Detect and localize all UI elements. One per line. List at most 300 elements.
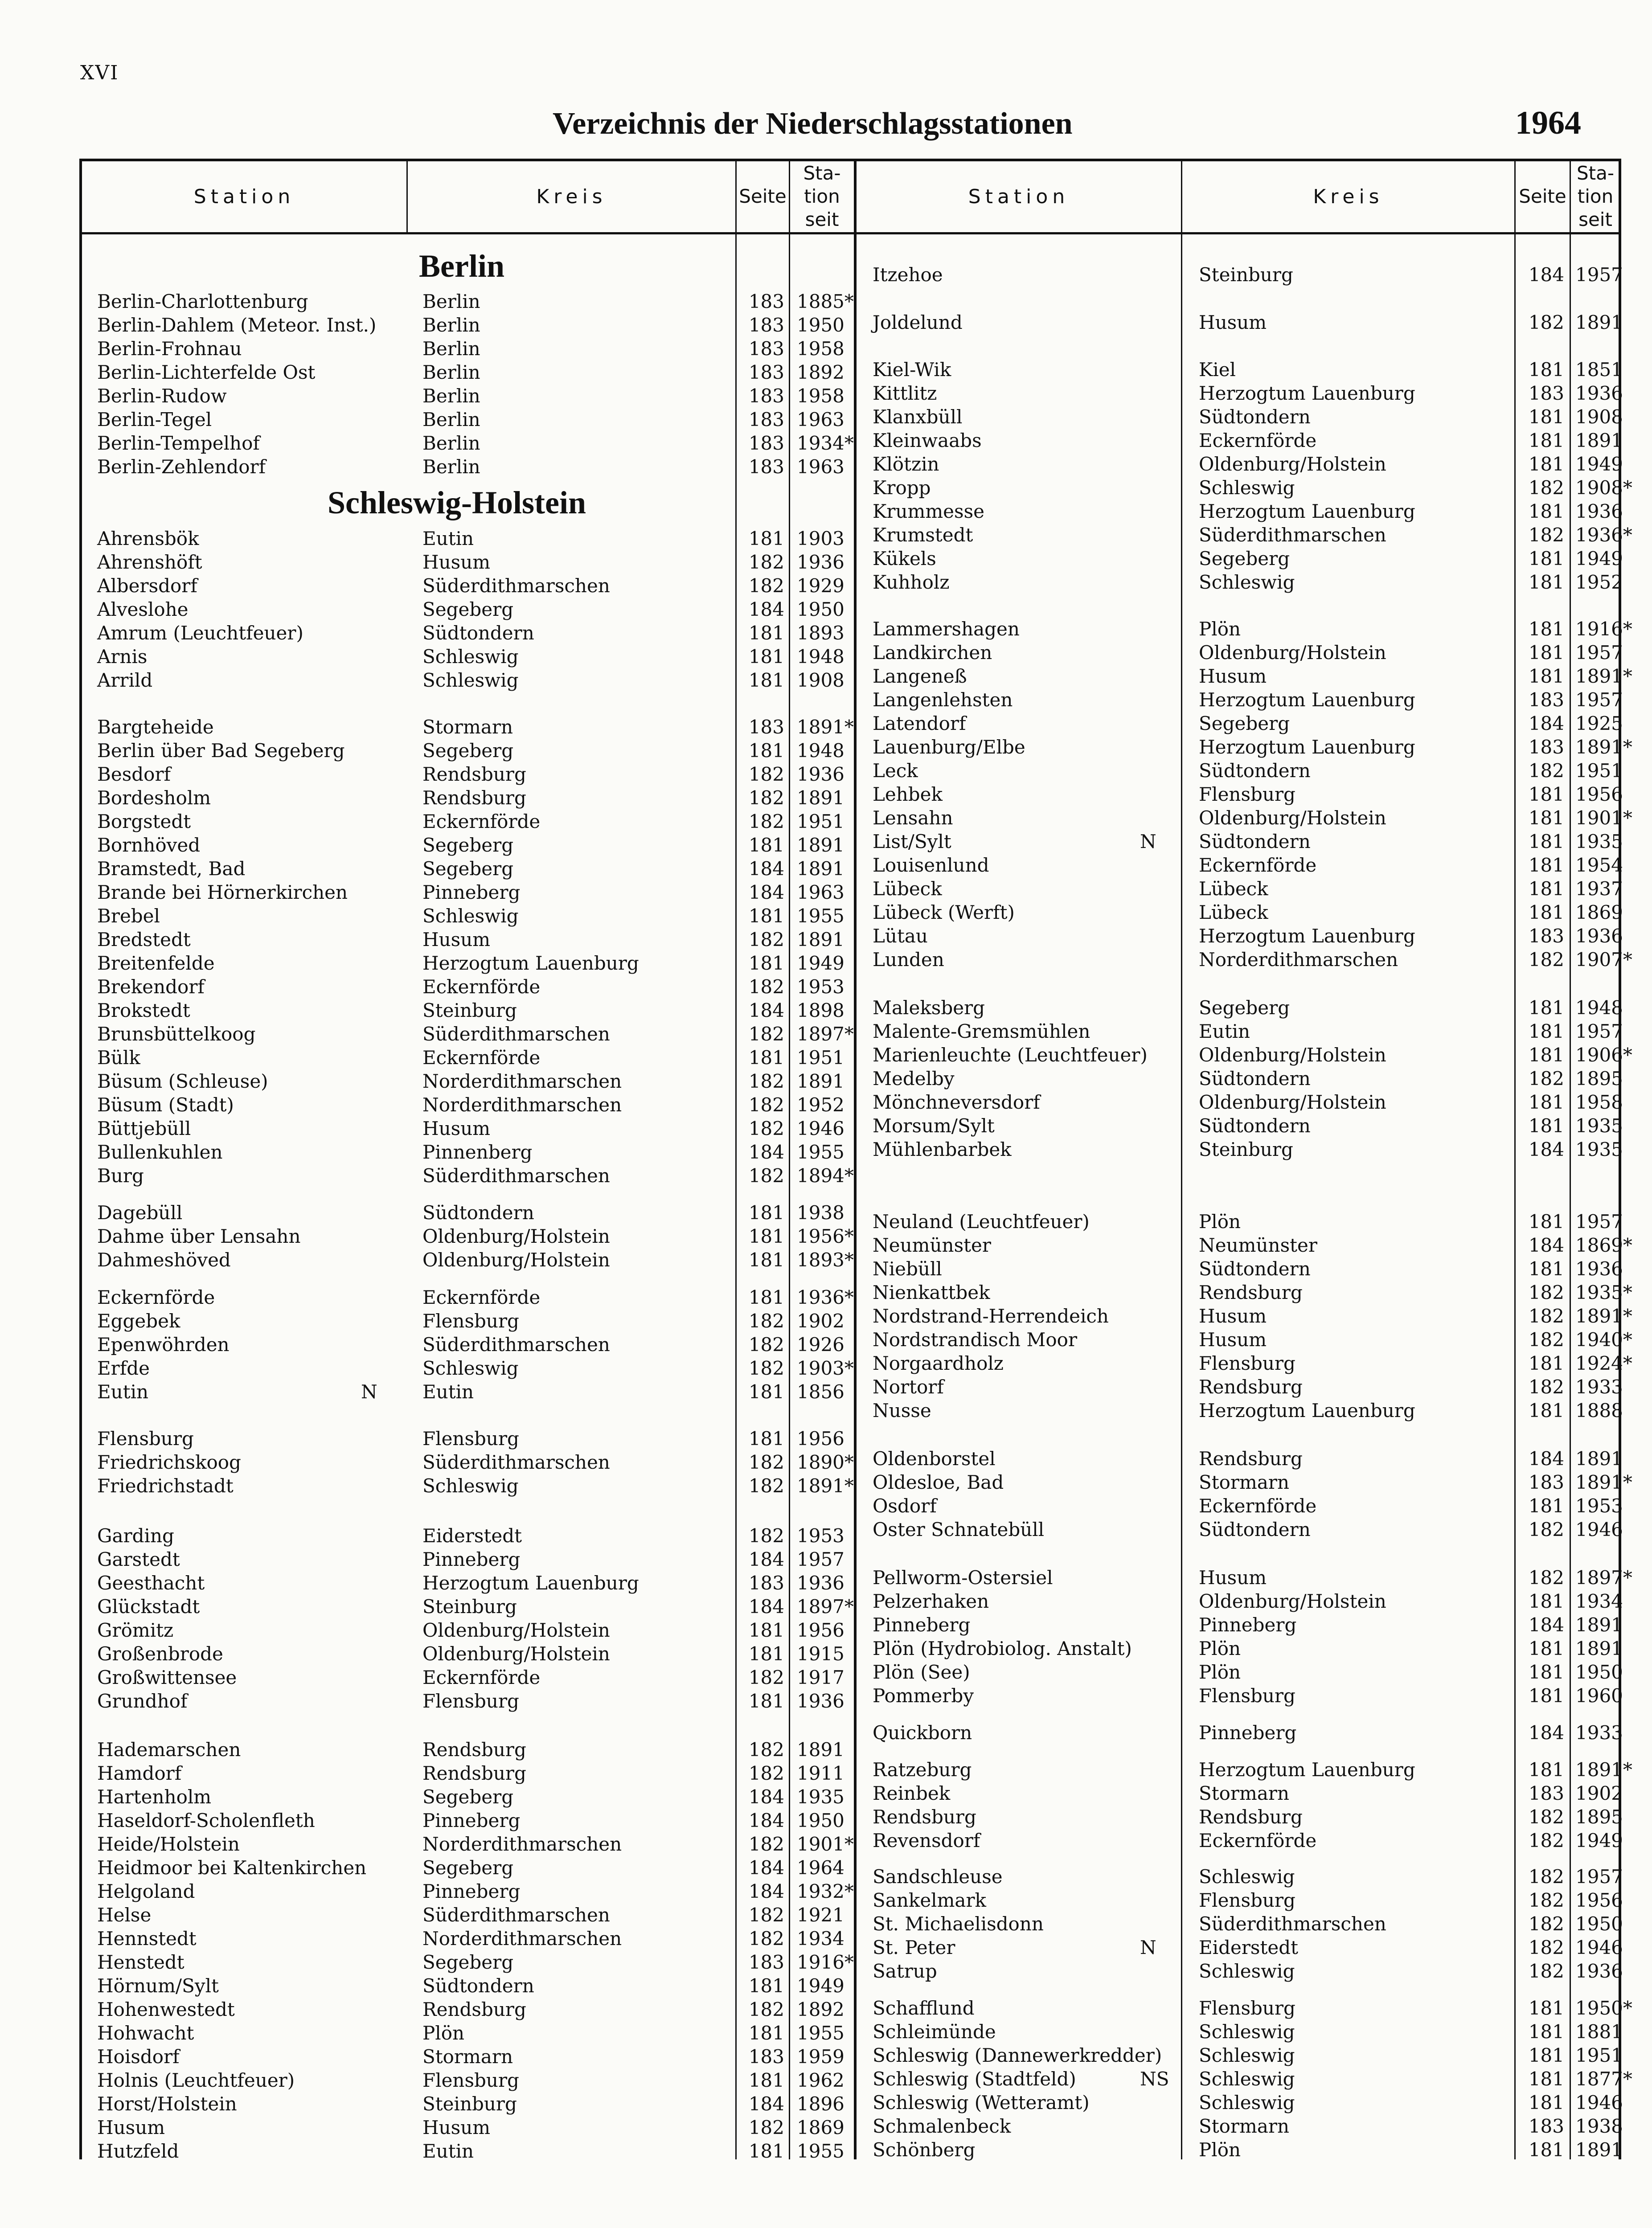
station-name: Brekendorf (97, 976, 205, 998)
station-since: 1891 (797, 1070, 844, 1092)
page-ref: 181 (1528, 1495, 1564, 1517)
station-since: 1891 (797, 834, 844, 856)
station-since: 1892 (797, 1999, 844, 2020)
page-ref: 183 (748, 385, 784, 407)
kreis-name: Südtondern (1199, 406, 1311, 428)
station-since: 1952 (1575, 571, 1623, 593)
kreis-name: Schleswig (1199, 1960, 1295, 1982)
station-flag: N (1140, 1937, 1156, 1958)
page-ref: 181 (1528, 1400, 1564, 1421)
station-name: Berlin-Charlottenburg (97, 291, 308, 312)
station-since: 1885* (797, 291, 854, 312)
station-name: Bramstedt, Bad (97, 858, 246, 880)
station-name: Kükels (873, 548, 936, 569)
kreis-name: Husum (1199, 1305, 1267, 1327)
station-name: Nortorf (873, 1376, 944, 1398)
station-name: Lensahn (873, 807, 953, 829)
station-since: 1957 (797, 1548, 844, 1570)
station-name: Schafflund (873, 1997, 975, 2019)
page-ref: 181 (748, 1249, 784, 1271)
station-name: Neuland (Leuchtfeuer) (873, 1211, 1090, 1233)
station-since: 1936 (797, 551, 844, 573)
station-name: Hamdorf (97, 1762, 182, 1784)
station-name: Holnis (Leuchtfeuer) (97, 2069, 295, 2091)
page-ref: 182 (748, 1999, 784, 2020)
kreis-name: Oldenburg/Holstein (422, 1225, 610, 1247)
kreis-name: Rendsburg (1199, 1806, 1303, 1828)
station-since: 1962 (797, 2069, 844, 2091)
kreis-name: Berlin (422, 338, 480, 360)
station-name: Pelzerhaken (873, 1590, 989, 1612)
station-name: Joldelund (873, 311, 963, 333)
station-since: 1929 (797, 575, 844, 597)
station-since: 1940* (1575, 1329, 1632, 1351)
station-name: Hennstedt (97, 1928, 197, 1950)
station-name: Lammershagen (873, 618, 1020, 640)
station-since: 1891 (797, 1739, 844, 1761)
page-ref: 183 (748, 314, 784, 336)
station-name: Medelby (873, 1068, 955, 1089)
section-heading-berlin: Berlin (419, 248, 504, 284)
station-name: Brebel (97, 905, 160, 927)
page-ref: 181 (1528, 642, 1564, 663)
page-ref: 181 (1528, 997, 1564, 1019)
station-name: Rendsburg (873, 1806, 976, 1828)
kreis-name: Neumünster (1199, 1234, 1317, 1256)
page-ref: 184 (1528, 1448, 1564, 1470)
station-name: Geesthacht (97, 1572, 205, 1594)
page-ref: 182 (1528, 477, 1564, 499)
station-name: Ahrenshöft (97, 551, 202, 573)
page-ref: 182 (748, 1334, 784, 1356)
station-name: Bornhöved (97, 834, 201, 856)
page-ref: 182 (1528, 311, 1564, 333)
kreis-name: Herzogtum Lauenburg (1199, 689, 1415, 711)
station-since: 1948 (797, 646, 844, 668)
station-since: 1935* (1575, 1282, 1632, 1303)
header-seit-line: seit (1578, 209, 1612, 230)
page-ref: 181 (1528, 831, 1564, 852)
kreis-name: Rendsburg (422, 763, 526, 785)
table-center-rule (854, 159, 857, 2159)
station-name: Hörnum/Sylt (97, 1975, 219, 1997)
kreis-name: Husum (1199, 1329, 1267, 1351)
station-since: 1891* (1575, 1759, 1632, 1781)
station-since: 1955 (797, 2022, 844, 2044)
page-ref: 181 (748, 1428, 784, 1450)
kreis-name: Eutin (422, 2140, 474, 2162)
header-kreis-right: Kreis (1313, 185, 1384, 208)
station-name: Hutzfeld (97, 2140, 179, 2162)
station-name: Heide/Holstein (97, 1833, 240, 1855)
page-ref: 182 (1528, 1282, 1564, 1303)
station-since: 1926 (797, 1334, 844, 1356)
station-name: Ahrensbök (97, 528, 199, 549)
page-ref: 184 (1528, 1722, 1564, 1744)
station-name: Berlin-Dahlem (Meteor. Inst.) (97, 314, 377, 336)
station-since: 1902 (797, 1310, 844, 1332)
station-since: 1951 (1575, 760, 1623, 782)
station-since: 1955 (797, 905, 844, 927)
kreis-name: Berlin (422, 291, 480, 312)
header-seit-line: Sta- (803, 162, 841, 184)
station-name: Besdorf (97, 763, 171, 785)
kreis-name: Eckernförde (422, 976, 541, 998)
kreis-name: Eiderstedt (422, 1525, 522, 1547)
kreis-name: Kiel (1199, 359, 1236, 381)
kreis-name: Plön (422, 2022, 465, 2044)
station-name: Revensdorf (873, 1830, 980, 1851)
page-ref: 184 (748, 1596, 784, 1618)
station-since: 1936 (1575, 925, 1623, 947)
header-seit-left (790, 159, 854, 234)
kreis-name: Stormarn (422, 716, 513, 738)
kreis-name: Oldenburg/Holstein (422, 1249, 610, 1271)
kreis-name: Berlin (422, 456, 480, 478)
kreis-name: Flensburg (422, 1310, 519, 1332)
kreis-name: Südtondern (1199, 760, 1311, 782)
page-ref: 182 (748, 1357, 784, 1379)
station-name: Plön (See) (873, 1661, 970, 1683)
page-ref: 181 (1528, 430, 1564, 451)
station-since: 1958 (1575, 1091, 1623, 1113)
station-name: Plön (Hydrobiolog. Anstalt) (873, 1638, 1132, 1659)
station-name: Hartenholm (97, 1786, 212, 1808)
station-since: 1936* (1575, 524, 1632, 546)
page-ref: 182 (748, 787, 784, 809)
station-since: 1891 (1575, 1448, 1623, 1470)
kreis-name: Berlin (422, 361, 480, 383)
kreis-name: Segeberg (422, 1857, 514, 1879)
kreis-name: Eckernförde (1199, 1495, 1317, 1517)
kreis-name: Steinburg (1199, 264, 1293, 286)
station-name: Friedrichskoog (97, 1451, 241, 1473)
kreis-name: Eutin (422, 1381, 474, 1403)
kreis-name: Stormarn (1199, 1471, 1290, 1493)
station-since: 1869 (1575, 901, 1623, 923)
page-ref: 184 (748, 1880, 784, 1902)
station-since: 1950 (797, 1810, 844, 1831)
station-since: 1957 (1575, 264, 1623, 286)
station-name: Landkirchen (873, 642, 992, 663)
station-since: 1933 (1575, 1722, 1623, 1744)
kreis-name: Südtondern (422, 1975, 534, 1997)
kreis-name: Segeberg (422, 858, 514, 880)
station-name: Bordesholm (97, 787, 211, 809)
col-rule (1181, 159, 1182, 2159)
kreis-name: Steinburg (422, 2093, 517, 2115)
station-flag: NS (1140, 2068, 1169, 2090)
kreis-name: Flensburg (1199, 1889, 1295, 1911)
kreis-name: Südtondern (1199, 1519, 1311, 1540)
station-name: Friedrichstadt (97, 1475, 234, 1497)
station-name: Schleswig (Stadtfeld) (873, 2068, 1076, 2090)
station-name: Hoisdorf (97, 2046, 180, 2068)
header-seit-line: seit (805, 209, 839, 230)
page-ref: 184 (748, 1810, 784, 1831)
page-ref: 182 (748, 1667, 784, 1688)
kreis-name: Stormarn (422, 2046, 513, 2068)
kreis-name: Eckernförde (1199, 854, 1317, 876)
station-since: 1963 (797, 409, 844, 430)
station-since: 1896 (797, 2093, 844, 2115)
station-since: 1949 (1575, 548, 1623, 569)
page-ref: 182 (1528, 1068, 1564, 1089)
station-name: Lütau (873, 925, 928, 947)
kreis-name: Herzogtum Lauenburg (1199, 1400, 1415, 1421)
page-ref: 182 (1528, 1960, 1564, 1982)
page-ref: 182 (748, 575, 784, 597)
kreis-name: Segeberg (422, 1951, 514, 1973)
kreis-name: Stormarn (1199, 1782, 1290, 1804)
station-name: Henstedt (97, 1951, 184, 1973)
station-name: Großwittensee (97, 1667, 237, 1688)
kreis-name: Eckernförde (422, 1667, 541, 1688)
station-name: Nienkattbek (873, 1282, 990, 1303)
kreis-name: Rendsburg (422, 1739, 526, 1761)
station-name: Klötzin (873, 453, 939, 475)
page-number: XVI (80, 61, 119, 84)
station-since: 1869* (1575, 1234, 1632, 1256)
station-name: Garstedt (97, 1548, 180, 1570)
kreis-name: Oldenburg/Holstein (422, 1619, 610, 1641)
station-name: Nusse (873, 1400, 931, 1421)
page-ref: 183 (748, 338, 784, 360)
kreis-name: Süderdithmarschen (1199, 524, 1386, 546)
station-since: 1891 (1575, 430, 1623, 451)
kreis-name: Husum (422, 551, 491, 573)
page-ref: 183 (1528, 689, 1564, 711)
station-since: 1950 (797, 598, 844, 620)
kreis-name: Segeberg (422, 1786, 514, 1808)
station-name: Berlin-Frohnau (97, 338, 242, 360)
col-rule (735, 159, 737, 2159)
page-ref: 181 (1528, 2068, 1564, 2090)
station-since: 1901* (797, 1833, 854, 1855)
page-ref: 181 (748, 952, 784, 974)
header-station-right: Station (968, 185, 1070, 208)
page-ref: 184 (1528, 1234, 1564, 1256)
page-ref: 181 (748, 1225, 784, 1247)
kreis-name: Süderdithmarschen (422, 1165, 610, 1187)
station-name: Büsum (Stadt) (97, 1094, 234, 1116)
station-since: 1963 (797, 881, 844, 903)
kreis-name: Oldenburg/Holstein (422, 1643, 610, 1665)
page-ref: 181 (1528, 571, 1564, 593)
station-since: 1892 (797, 361, 844, 383)
kreis-name: Eckernförde (422, 1047, 541, 1069)
page-ref: 181 (1528, 901, 1564, 923)
station-since: 1960 (1575, 1685, 1623, 1707)
station-name: Mühlenbarbek (873, 1139, 1012, 1160)
kreis-name: Eiderstedt (1199, 1937, 1298, 1958)
kreis-name: Südtondern (1199, 831, 1311, 852)
station-name: Norgaardholz (873, 1352, 1004, 1374)
station-since: 1957 (1575, 689, 1623, 711)
page-ref: 182 (1528, 1889, 1564, 1911)
station-name: St. Peter (873, 1937, 955, 1958)
kreis-name: Süderdithmarschen (422, 575, 610, 597)
station-since: 1936 (797, 1690, 844, 1712)
station-name: Klanxbüll (873, 406, 963, 428)
station-since: 1958 (797, 385, 844, 407)
page-ref: 184 (1528, 1614, 1564, 1636)
page-ref: 182 (1528, 1937, 1564, 1958)
station-since: 1963 (797, 456, 844, 478)
station-since: 1925 (1575, 713, 1623, 734)
kreis-name: Berlin (422, 385, 480, 407)
kreis-name: Husum (422, 2117, 491, 2138)
page-ref: 184 (748, 999, 784, 1021)
page-ref: 183 (1528, 925, 1564, 947)
station-since: 1936 (1575, 500, 1623, 522)
station-name: Lübeck (Werft) (873, 901, 1015, 923)
station-name: Berlin-Tempelhof (97, 432, 260, 454)
page-ref: 182 (1528, 1305, 1564, 1327)
station-name: Schönberg (873, 2139, 976, 2161)
page-ref: 181 (1528, 618, 1564, 640)
page-ref: 183 (1528, 2115, 1564, 2137)
kreis-name: Herzogtum Lauenburg (1199, 382, 1415, 404)
station-name: Albersdorf (97, 575, 197, 597)
kreis-name: Schleswig (1199, 2044, 1295, 2066)
kreis-name: Norderdithmarschen (422, 1070, 622, 1092)
kreis-name: Pinneberg (1199, 1614, 1297, 1636)
kreis-name: Rendsburg (1199, 1448, 1303, 1470)
station-name: Bredstedt (97, 929, 191, 950)
kreis-name: Steinburg (422, 1596, 517, 1618)
station-since: 1946 (797, 1118, 844, 1139)
page-ref: 183 (748, 291, 784, 312)
page-ref: 184 (748, 858, 784, 880)
kreis-name: Schleswig (422, 1357, 519, 1379)
station-since: 1916* (1575, 618, 1632, 640)
station-since: 1902 (1575, 1782, 1623, 1804)
station-name: Kuhholz (873, 571, 950, 593)
page-ref: 182 (1528, 1376, 1564, 1398)
station-since: 1957 (1575, 1866, 1623, 1888)
station-since: 1908 (797, 669, 844, 691)
page-ref: 183 (748, 456, 784, 478)
page-ref: 181 (1528, 783, 1564, 805)
station-name: Kiel-Wik (873, 359, 951, 381)
station-since: 1953 (1575, 1495, 1623, 1517)
station-name: Eckernförde (97, 1286, 215, 1308)
kreis-name: Flensburg (1199, 1997, 1295, 2019)
page-ref: 183 (1528, 1471, 1564, 1493)
header-seite-left: Seite (739, 185, 787, 207)
kreis-name: Pinneberg (422, 1880, 521, 1902)
page-ref: 181 (1528, 878, 1564, 900)
page-ref: 184 (748, 1857, 784, 1879)
station-name: Hohenwestedt (97, 1999, 235, 2020)
station-since: 1881 (1575, 2021, 1623, 2043)
station-name: Kittlitz (873, 382, 937, 404)
page-ref: 182 (748, 1310, 784, 1332)
station-since: 1951 (797, 1047, 844, 1069)
page-ref: 181 (748, 2140, 784, 2162)
station-name: Epenwöhrden (97, 1334, 230, 1356)
station-since: 1921 (797, 1904, 844, 1926)
station-name: Sandschleuse (873, 1866, 1003, 1888)
page-ref: 181 (1528, 2139, 1564, 2161)
page-ref: 182 (748, 1762, 784, 1784)
station-name: Louisenlund (873, 854, 989, 876)
station-since: 1959 (797, 2046, 844, 2068)
station-since: 1951 (797, 811, 844, 832)
station-since: 1888 (1575, 1400, 1623, 1421)
kreis-name: Süderdithmarschen (1199, 1913, 1386, 1935)
kreis-name: Norderdithmarschen (1199, 949, 1398, 971)
station-name: Brunsbüttelkoog (97, 1023, 256, 1045)
col-rule (1570, 159, 1571, 2159)
page-ref: 182 (748, 1070, 784, 1092)
page-ref: 182 (748, 1928, 784, 1950)
station-since: 1938 (797, 1202, 844, 1224)
station-name: List/Sylt (873, 831, 951, 852)
kreis-name: Flensburg (1199, 783, 1295, 805)
station-name: Quickborn (873, 1722, 972, 1744)
station-name: Niebüll (873, 1258, 942, 1280)
page-ref: 182 (748, 1023, 784, 1045)
page-ref: 181 (1528, 500, 1564, 522)
page-ref: 184 (748, 2093, 784, 2115)
page-ref: 181 (1528, 1091, 1564, 1113)
station-name: Berlin-Tegel (97, 409, 212, 430)
kreis-name: Eckernförde (422, 811, 541, 832)
station-name: Eutin (97, 1381, 149, 1403)
station-since: 1948 (1575, 997, 1623, 1019)
page-ref: 182 (748, 1475, 784, 1497)
station-name: Neumünster (873, 1234, 991, 1256)
station-name: Oldenborstel (873, 1448, 996, 1470)
station-since: 1956 (797, 1619, 844, 1641)
station-name: Heidmoor bei Kaltenkirchen (97, 1857, 367, 1879)
station-since: 1952 (797, 1094, 844, 1116)
station-name: Berlin-Zehlendorf (97, 456, 266, 478)
station-since: 1893* (797, 1249, 854, 1271)
station-since: 1906* (1575, 1044, 1632, 1066)
station-since: 1891 (1575, 1638, 1623, 1659)
kreis-name: Plön (1199, 2139, 1241, 2161)
station-name: Morsum/Sylt (873, 1115, 995, 1137)
station-name: Dahmeshöved (97, 1249, 231, 1271)
page-ref: 182 (748, 976, 784, 998)
station-name: St. Michaelisdonn (873, 1913, 1044, 1935)
page-ref: 182 (1528, 1329, 1564, 1351)
station-since: 1851 (1575, 359, 1623, 381)
station-since: 1869 (797, 2117, 844, 2138)
page-ref: 182 (748, 1525, 784, 1547)
station-since: 1898 (797, 999, 844, 1021)
page-ref: 181 (748, 528, 784, 549)
kreis-name: Segeberg (422, 598, 514, 620)
station-name: Osdorf (873, 1495, 937, 1517)
kreis-name: Husum (422, 1118, 491, 1139)
kreis-name: Eckernförde (1199, 430, 1317, 451)
station-since: 1935 (1575, 1115, 1623, 1137)
station-name: Bargteheide (97, 716, 214, 738)
station-since: 1891* (797, 716, 854, 738)
station-name: Malente-Gremsmühlen (873, 1020, 1090, 1042)
kreis-name: Eckernförde (422, 1286, 541, 1308)
station-since: 1856 (797, 1381, 844, 1403)
station-since: 1891 (1575, 311, 1623, 333)
station-name: Büsum (Schleuse) (97, 1070, 268, 1092)
page-ref: 181 (1528, 1590, 1564, 1612)
kreis-name: Süderdithmarschen (422, 1334, 610, 1356)
kreis-name: Husum (1199, 665, 1267, 687)
